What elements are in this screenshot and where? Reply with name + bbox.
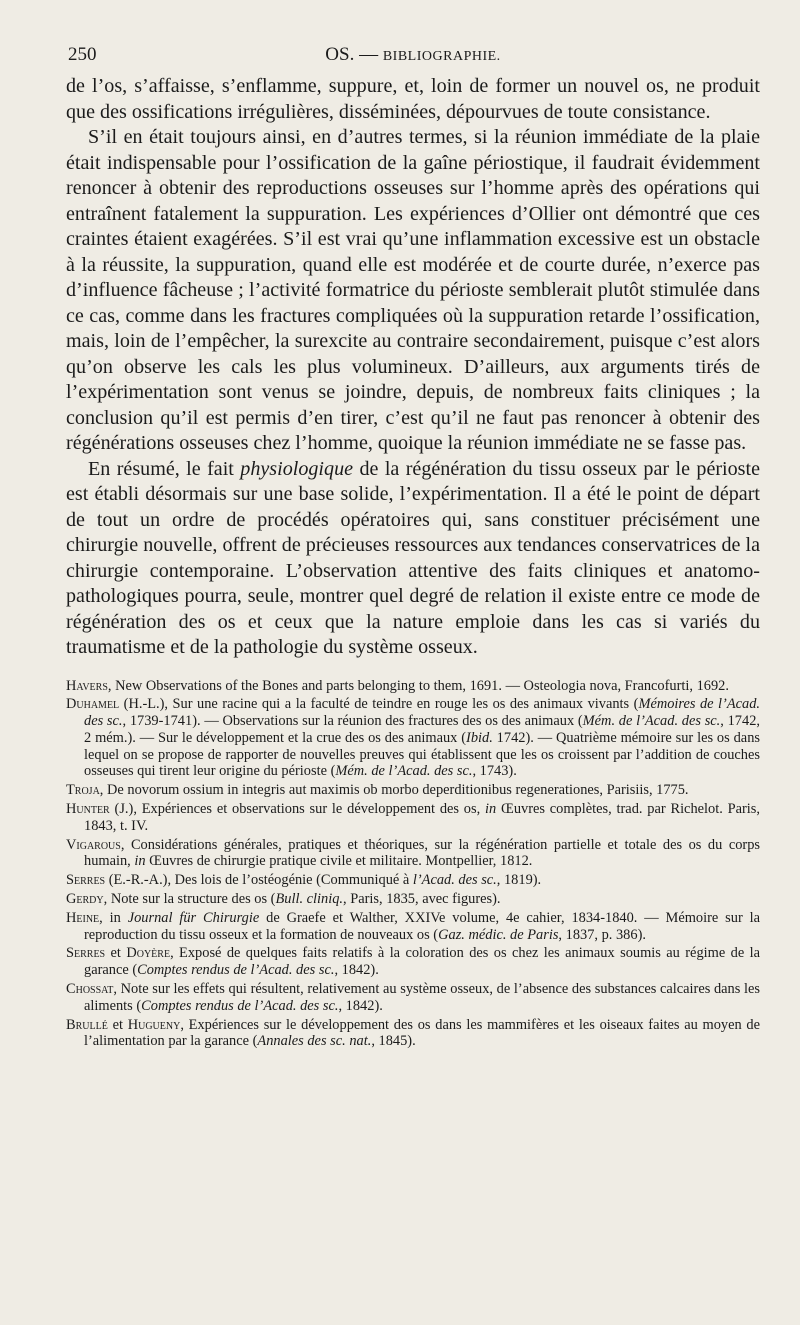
text-run: En résumé, le fait [88,457,241,480]
paragraph [66,457,760,661]
text-run: 1742). — Quatrième mémoire sur les os dans lequel on se propose de rapporter de nouvelles preuves qui établissent que les os croissent par l’addition de couches osseuses qui tirent leur origine du périoste ( [84,729,760,780]
text-run: , Exposé de quelques faits relatifs à la coloration des os chez les animaux soumis au régime de la garance ( [84,945,760,979]
bibliography-entry [66,1017,760,1051]
bibliography-entry [66,837,760,871]
text-run: Œuvres de chirurgie pratique civile et militaire. Montpellier, 1812. [145,853,533,870]
text-run: et [105,945,127,962]
author-name: Havers [66,677,108,694]
text-run: , in [99,909,128,926]
text-run: , 1739-1741). — Observations sur la réunion des fractures des os des animaux ( [122,713,583,730]
text-run: Œuvres complètes, trad. par Richelot. Paris, 1843, t. IV. [84,801,760,834]
text-run: , 1845). [371,1033,416,1050]
italic-text: Ibid. [466,729,493,746]
body-text [66,74,760,661]
italic-text: Mémoires de l’Acad. des sc. [84,696,760,730]
italic-text: in [485,801,497,818]
italic-text: l’Acad. des sc. [412,872,497,889]
bibliography-entry [66,782,760,799]
text-run: , Paris, 1835, avec figures). [343,891,501,908]
text-run: S’il en était toujours ainsi, en d’autres termes, si la réunion immédiate de la plaie était indispensable pour l’ossification de la gaîne périostique, il faudrait évidemment renoncer à obtenir des reproductions osseuses sur l’homme après des opérations qui entraînent fatalement la suppuration. Les expériences d’Ollier ont démontré que ces craintes étaient exagérées. S’il est vrai qu’une inflammation excessive est un obstacle à la réussite, la suppuration, quand elle est modérée et de courte durée, n’exerce pas d’influence fâcheuse ; l’activité formatrice du périoste semblerait plutôt stimulée dans ce cas, comme dans les fractures compliquées où la suppuration retarde l’ossification, mais, loin de l’empêcher, la surexcite au contraire secondairement, puisque c’est alors qu’on observe les cals les plus volumineux. D’ailleurs, aux arguments tirés de l’expérimentation sont venus se joindre, depuis, de nombreux faits cliniques ; la conclusion qu’il est permis d’en tirer, c’est qu’il ne faut pas renoncer à obtenir des régénérations osseuses chez l’homme, quoique la réunion immédiate ne se fasse pas. [66,126,760,454]
author-name: Hunter [66,801,110,818]
bibliography-entry [66,872,760,889]
page-number: 250 [68,44,97,65]
text-run: (J.), Expériences et observations sur le développement des os, [109,801,486,818]
italic-text: physiologique [240,457,354,480]
text-run: , 1743). [472,763,517,780]
text-run: , 1819). [496,872,542,889]
author-name: Troja [66,782,100,799]
text-run: , Expériences sur le développement des os dans les mammifères et les oiseaux faites au moyen de l’alimentation par la garance ( [84,1016,761,1050]
italic-text: Mém. de l’Acad. des sc. [335,763,473,780]
text-run: et [107,1016,128,1033]
text-run: , Considérations générales, pratiques et théoriques, sur la régénération partielle et totale des os du corps humain, [84,836,760,870]
text-run: (E.-R.-A.), Des lois de l’ostéogénie (Communiqué à [105,872,413,889]
author-name: Duhamel [66,696,120,713]
bibliography-entry [66,981,760,1015]
bibliography-entry [66,945,760,979]
author-name: Gerdy [66,891,104,908]
text-run: (H.-L.), Sur une racine qui a la faculté de teindre en rouge les os des animaux vivants ( [119,696,639,713]
author-name: Heine [66,909,100,926]
bibliography-entry [66,910,760,944]
paragraph [66,125,760,457]
author-name: Doyère [126,945,171,962]
text-run: , 1742, 2 mém.). — Sur le développement et la crue des os des animaux ( [84,713,760,746]
bibliography-entry [66,678,760,695]
running-title-os: OS. [325,44,355,65]
text-run: , De novorum ossium in integris aut maximis ob morbo deperditionibus regenerationes, Parisiis, 1775. [99,782,689,799]
author-name: Serres [66,872,106,889]
text-run: de l’os, s’affaisse, s’enflamme, suppure, et, loin de former un nouvel os, ne produit que des ossifications irrégulières, disséminées, dépourvues de toute consistance. [66,75,760,123]
italic-text: in [134,853,146,870]
bibliography-entry [66,891,760,908]
text-run: , Note sur la structure des os ( [103,891,276,908]
text-run: de Graefe et Walther, XXIVe volume, 4e cahier, 1834-1840. — Mémoire sur la reproduction du tissu osseux et la formation de nouveaux os ( [84,909,760,943]
text-run: , Note sur les effets qui résultent, relativement au système osseux, de l’absence des substances calcaires dans les aliments ( [84,981,760,1014]
running-title [66,44,760,66]
running-title-bibliographie: BIBLIOGRAPHIE. [382,49,501,64]
italic-text: Journal für Chirurgie [127,909,260,926]
text-run: , New Observations of the Bones and parts belonging to them, 1691. — Osteologia nova, Francofurti, 1692. [107,677,729,694]
text-run: , 1837, p. 386). [558,926,646,943]
italic-text: Comptes rendus de l’Acad. des sc. [137,962,335,979]
running-title-dash: — [359,44,379,65]
paragraph [66,74,760,125]
running-head [66,44,760,74]
italic-text: Gaz. médic. de Paris [438,926,559,943]
bibliography [66,678,760,1051]
text-run: , 1842). [338,997,383,1014]
italic-text: Bull. cliniq. [275,891,344,908]
bibliography-entry [66,696,760,780]
text-run: de la régénération du tissu osseux par le périoste est établi désormais sur une base solide, l’expérimentation. Il a été le point de départ de tout un ordre de procédés opératoires qui, sans constituer précisément une chirurgie nouvelle, offrent de précieuses ressources aux tendances conservatrices de la chirurgie contemporaine. L’observation attentive des faits cliniques et anatomo-pathologiques pourra, seule, montrer quel degré de relation il existe entre ce mode de régénération des os et ceux que la nature emploie dans les cas si variés du traumatisme et de la pathologie du système osseux. [66,457,761,658]
italic-text: Mém. de l’Acad. des sc. [582,713,721,730]
italic-text: Comptes rendus de l’Acad. des sc. [141,997,339,1014]
author-name: Vigarous [66,836,121,853]
author-name: Brullé [66,1016,108,1033]
author-name: Serres [66,945,106,962]
bibliography-entry [66,801,760,835]
text-run: , 1842). [334,962,379,979]
author-name: Hugueny [127,1016,181,1033]
italic-text: Annales des sc. nat. [257,1033,372,1050]
author-name: Chossat [66,981,114,998]
